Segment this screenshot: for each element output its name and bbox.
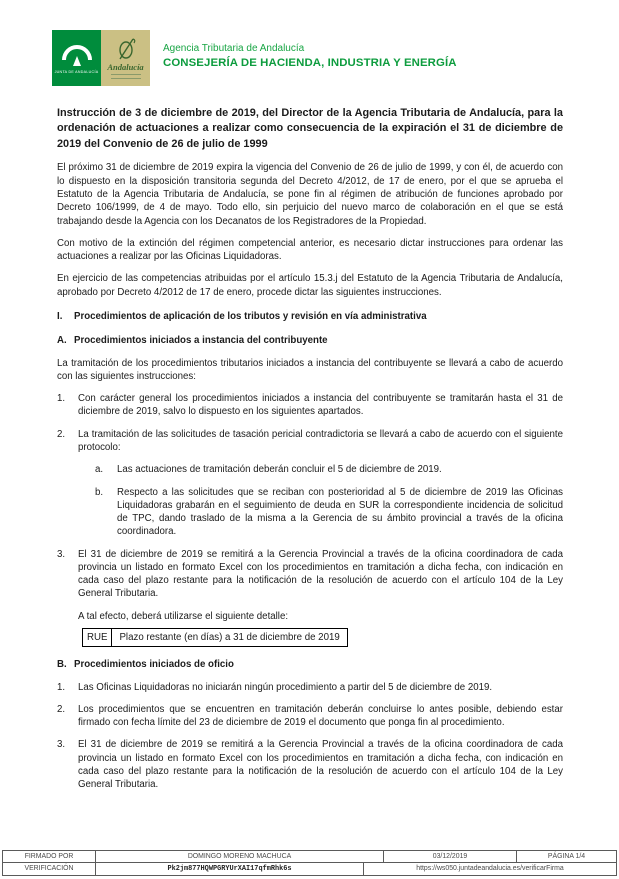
sub-item-letter: a. bbox=[95, 464, 104, 476]
list-item-text: Con carácter general los procedimientos iniciados a instancia del contribuyente se tramitarán hasta el 31 de diciembre de 2019, salvo lo dispuesto en los siguientes apartados. bbox=[78, 393, 563, 418]
plazo-cell: Plazo restante (en días) a 31 de diciembre de 2019 bbox=[112, 629, 347, 647]
list-item-body bbox=[78, 428, 563, 539]
junta-logo-label: JUNTA DE ANDALUCÍA bbox=[54, 70, 99, 74]
sub-list-item bbox=[95, 463, 563, 476]
list-item-number: 2. bbox=[57, 428, 66, 440]
section-B-number: B. bbox=[57, 659, 67, 671]
andalucia-logo-label: Andalucía bbox=[107, 62, 144, 72]
verification-url: https://ws050.juntadeandalucia.es/verificarFirma bbox=[363, 863, 616, 875]
list-item bbox=[57, 548, 563, 650]
section-B-heading bbox=[57, 658, 563, 671]
sub-item-text: Respecto a las solicitudes que se reciban con posterioridad al 5 de diciembre de 2019 las Oficinas Liquidadoras grabarán en el seguimiento de deuda en SUR la correspondiente incidencia de solicitud de TPC, dando traslado de la misma a la Gerencia de su ámbito provincial a través de la oficina coordinadora. bbox=[117, 486, 563, 538]
signature-date: 03/12/2019 bbox=[383, 851, 516, 862]
list-item-text: El 31 de diciembre de 2019 se remitirá a la Gerencia Provincial a través de la oficina coordinadora de cada provincia un listado en formato Excel con los procedimientos en tramitación a dicha fecha, con indicación en cada caso del plazo restante para la notificación de la resolución de acuerdo con el artículo 104 de la Ley General Tributaria. bbox=[78, 548, 563, 600]
list-item-text: Los procedimientos que se encuentren en tramitación deberán concluirse lo antes posible, debiendo estar firmado con fecha límite del 23 de diciembre de 2019 el documento que ponga fin al procedimiento. bbox=[78, 703, 563, 729]
andalucia-logo-rule bbox=[111, 74, 141, 79]
list-item bbox=[57, 703, 563, 730]
andalucia-emblem-icon bbox=[115, 37, 137, 61]
list-item-number: 3. bbox=[57, 739, 66, 751]
verification-label: VERIFICACIÓN bbox=[24, 865, 74, 872]
list-item-text: La tramitación de las solicitudes de tasación pericial contradictoria se llevará a cabo de acuerdo con el siguiente protocolo: bbox=[78, 428, 563, 453]
list-item bbox=[57, 681, 563, 694]
rue-detail-table bbox=[82, 628, 348, 647]
page-header bbox=[52, 30, 457, 86]
junta-de-andalucia-logo bbox=[52, 30, 101, 86]
list-item-number: 1. bbox=[57, 681, 66, 693]
rue-cell: RUE bbox=[83, 629, 112, 647]
sub-item-text: Las actuaciones de tramitación deberán concluir el 5 de diciembre de 2019. bbox=[117, 464, 442, 476]
section-A-number: A. bbox=[57, 335, 67, 347]
department-name: CONSEJERÍA DE HACIENDA, INDUSTRIA Y ENERGÍA bbox=[163, 56, 457, 69]
section-A-lead: La tramitación de los procedimientos tributarios iniciados a instancia del contribuyente se llevará a cabo de acuerdo con las siguientes instrucciones: bbox=[57, 357, 563, 382]
section-I-title: Procedimientos de aplicación de los tributos y revisión en vía administrativa bbox=[74, 310, 427, 322]
list-item-number: 2. bbox=[57, 703, 66, 715]
intro-paragraph-2: Con motivo de la extinción del régimen competencial anterior, es necesario dictar instrucciones para ordenar las actuaciones a realizar por las Oficinas Liquidadoras. bbox=[57, 237, 563, 263]
andalucia-logo bbox=[101, 30, 150, 86]
logo-block bbox=[52, 30, 150, 86]
document-title: Instrucción de 3 de diciembre de 2019, del Director de la Agencia Tributaria de Andalucía, para la ordenación de actuaciones a realizar como consecuencia de la expiración el 31 de diciembre de 2019 del Convenio de 26 de julio de 1999 bbox=[57, 107, 563, 150]
intro-paragraph-3: En ejercicio de las competencias atribuidas por el artículo 15.3.j del Estatuto de la Agencia Tributaria de Andalucía, aprobado por Decreto 4/2012 de 17 de enero, procede dictar las siguientes instrucciones. bbox=[57, 273, 563, 298]
section-B-title: Procedimientos iniciados de oficio bbox=[74, 659, 234, 671]
agency-name: Agencia Tributaria de Andalucía bbox=[163, 43, 305, 54]
list-item-text: El 31 de diciembre de 2019 se remitirá a la Gerencia Provincial a través de la oficina coordinadora de cada provincia un listado en formato Excel con los procedimientos en tramitación a dicha fecha, con indicación en cada caso del plazo restante para la notificación de la resolución de acuerdo con el artículo 104 de la Ley General Tributaria. bbox=[78, 739, 563, 791]
list-item bbox=[57, 738, 563, 791]
signed-by-row bbox=[2, 850, 617, 863]
signature-footer bbox=[2, 850, 617, 876]
section-I-heading bbox=[57, 310, 563, 323]
sub-list-item bbox=[95, 486, 563, 539]
section-A-heading bbox=[57, 334, 563, 347]
page-indicator: PÁGINA 1/4 bbox=[516, 851, 616, 862]
list-item-text: Las Oficinas Liquidadoras no iniciarán ningún procedimiento a partir del 5 de diciembre de 2019. bbox=[78, 681, 493, 693]
list-item bbox=[57, 428, 563, 539]
junta-arch-icon bbox=[60, 42, 94, 68]
sub-item-letter: b. bbox=[95, 486, 104, 498]
list-item-number: 3. bbox=[57, 548, 66, 560]
detail-note: A tal efecto, deberá utilizarse el siguiente detalle: bbox=[78, 610, 289, 622]
signed-by-label: FIRMADO POR bbox=[24, 853, 74, 860]
org-identity bbox=[163, 30, 457, 71]
table-row bbox=[83, 629, 348, 647]
section-A-title: Procedimientos iniciados a instancia del contribuyente bbox=[74, 335, 328, 347]
verification-row bbox=[2, 863, 617, 876]
list-item bbox=[57, 392, 563, 419]
signer-name: DOMINGO MORENO MACHUCA bbox=[95, 851, 383, 862]
list-item-body bbox=[78, 548, 563, 650]
list-item-number: 1. bbox=[57, 393, 66, 405]
verification-code: Pk2jm877HQWPGRYUrXAI17qfmRhk6s bbox=[95, 863, 363, 875]
intro-paragraph-1: El próximo 31 de diciembre de 2019 expira la vigencia del Convenio de 26 de julio de 1999, y con él, de acuerdo con lo dispuesto en la disposición transitoria segunda del Decreto 4/2012, de 17 de enero, por el que se aprueba el Estatuto de la Agencia Tributaria de Andalucía, se pone fin al régimen de atribución de funciones aprobado por Decreto 106/1999, de 4 de mayo. Todo ello, sin perjuicio del nuevo marco de colaboración en el que se está trabajando desde la Agencia con los Decanatos de los Registradores de la Propiedad. bbox=[57, 162, 563, 227]
section-I-number: I. bbox=[57, 310, 63, 322]
document-body bbox=[57, 106, 563, 801]
